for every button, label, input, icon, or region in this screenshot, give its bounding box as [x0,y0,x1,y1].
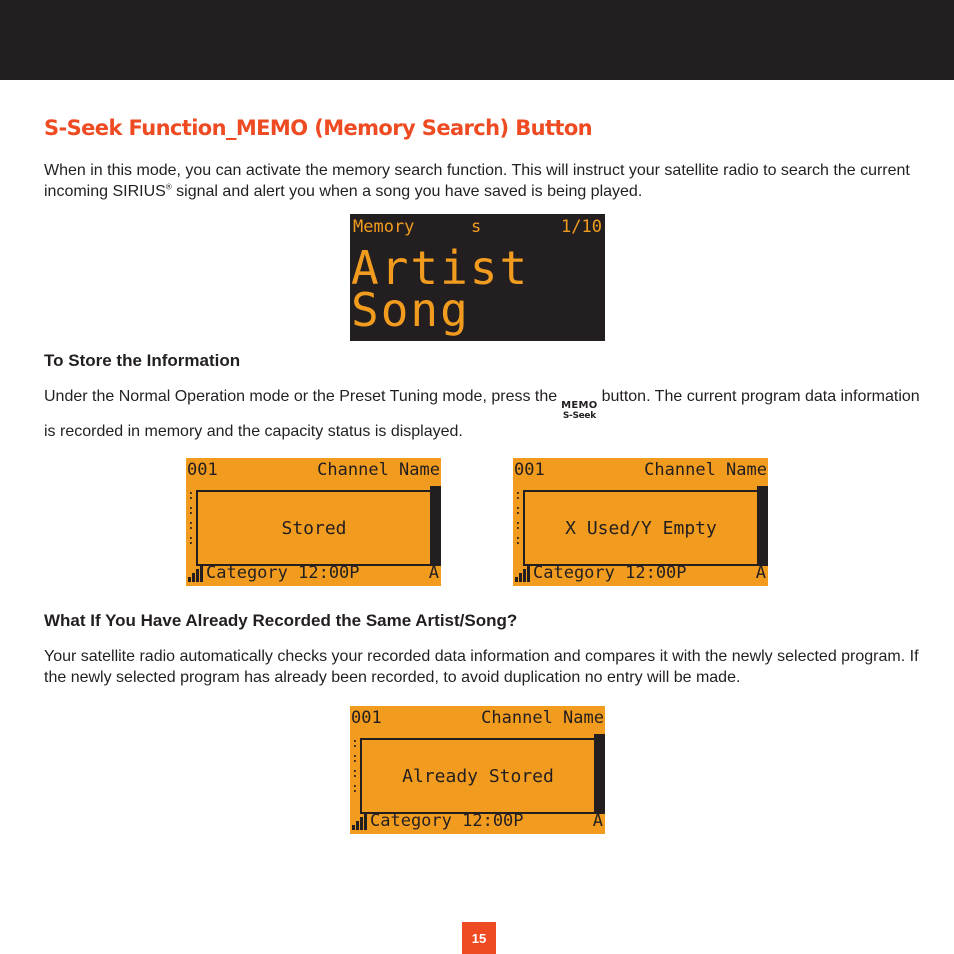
signal-icon [352,814,368,830]
message-box [196,490,432,566]
registered-mark: ® [165,182,172,192]
memory-count: 1/10 [561,217,602,237]
memo-button-top: MEMO [561,400,598,411]
memory-artist: Artist [351,241,530,295]
side-marks: : : : : [187,488,195,548]
memory-song: Song [351,283,470,337]
side-marks: : : : : [351,736,359,796]
category-time: Category 12:00P [370,811,524,831]
message-text: X Used/Y Empty [565,517,717,539]
memo-button-icon [561,401,597,421]
store-text-end: button. The current program data information is recorded in memory and the capacity status is displayed. [44,388,920,440]
page-title: S-Seek Function_MEMO (Memory Search) Button [44,116,593,140]
mode-indicator: A [592,811,603,831]
intro-text-end: signal and alert you when a song you have saved is being played. [171,183,643,200]
message-text: Stored [281,517,347,539]
channel-name: Channel Name [481,708,604,728]
memory-indicator: s [471,217,482,237]
channel-name: Channel Name [644,460,767,480]
already-paragraph: Your satellite radio automatically checks your recorded data information and compares it with the newly selected program. If the newly selected program has already been recorded, to avoid duplication no entry will be made. [44,648,919,686]
message-text: Already Stored [402,765,554,787]
store-paragraph [44,386,924,442]
message-box [360,738,596,814]
side-marks: : : : : [514,488,522,548]
header-bar [0,0,954,80]
store-text: Under the Normal Operation mode or the Preset Tuning mode, press the [44,388,558,405]
mode-indicator: A [428,563,439,583]
intro-text: When in this mode, you can activate the memory search function. This will instruct your satellite radio to search the current incoming SIRIUS [44,162,910,200]
message-box [523,490,759,566]
memo-button-bottom: S-Seek [562,411,596,421]
channel-number: 001 [351,708,382,728]
already-heading: What If You Have Already Recorded the Same Artist/Song? [44,611,518,630]
mode-indicator: A [755,563,766,583]
signal-icon [515,566,531,582]
signal-icon [188,566,204,582]
channel-number: 001 [514,460,545,480]
category-time: Category 12:00P [533,563,687,583]
capacity-display [513,458,768,586]
intro-paragraph [44,160,924,202]
store-heading: To Store the Information [44,351,241,370]
memory-label: Memory [353,217,415,237]
channel-number: 001 [187,460,218,480]
page-number: 15 [462,922,496,954]
channel-name: Channel Name [317,460,440,480]
category-time: Category 12:00P [206,563,360,583]
stored-display [186,458,441,586]
already-display [350,706,605,834]
memory-display [350,214,605,341]
